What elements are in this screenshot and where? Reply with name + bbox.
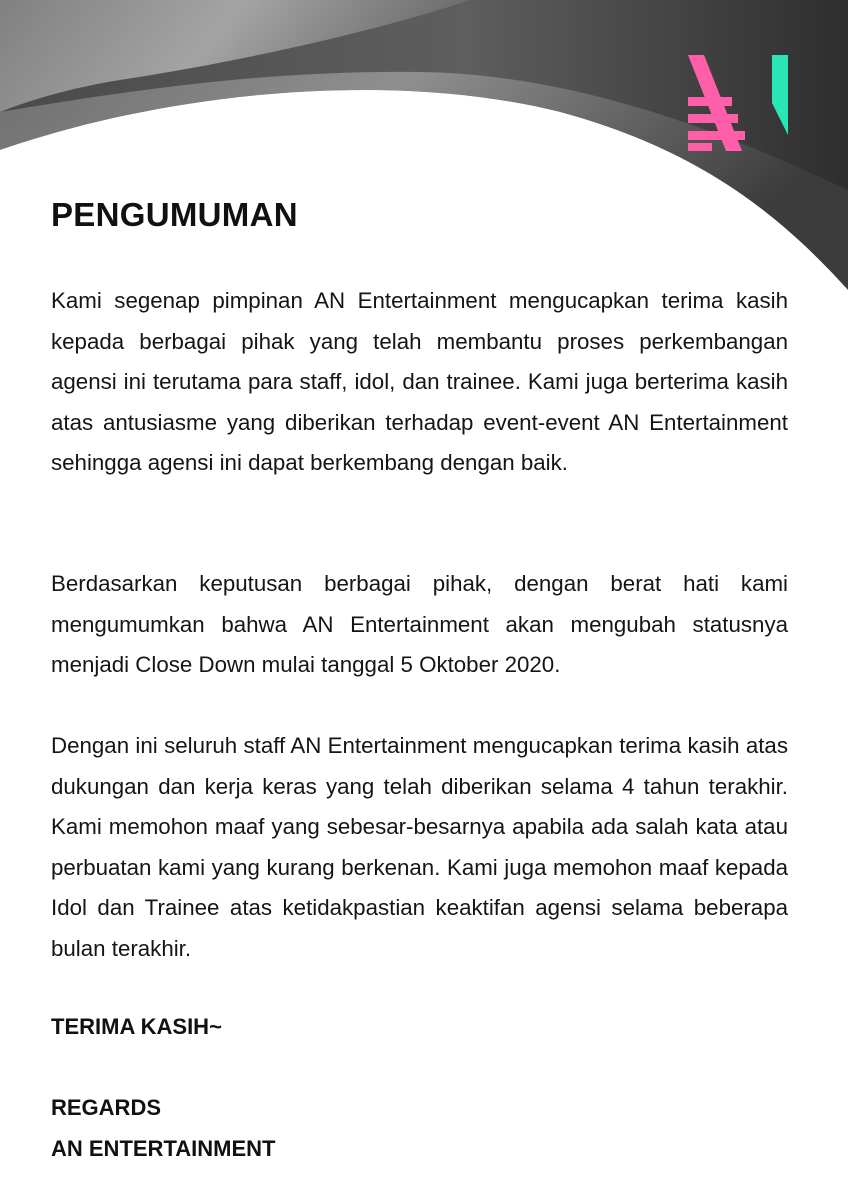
signature-company: AN ENTERTAINMENT [51, 1136, 276, 1161]
regards-line: REGARDS [51, 1095, 162, 1120]
paragraph-closure-notice: Berdasarkan keputusan berbagai pihak, dengan berat hati kami mengumumkan bahwa AN Entertainment akan mengubah statusnya menjadi Close Down mulai tanggal 5 Oktober 2020. [51, 571, 788, 678]
thanks-line: TERIMA KASIH~ [51, 1014, 222, 1039]
paragraph-apology: Dengan ini seluruh staff AN Entertainment mengucapkan terima kasih atas dukungan dan kerja keras yang telah diberikan selama 4 tahun terakhir. Kami memohon maaf yang sebesar-besarnya apabila ada salah kata atau perbuatan kami yang kurang berkenan. Kami juga memohon maaf kepada Idol dan Trainee atas ketidakpastian keaktifan agensi selama beberapa bulan terakhir. [51, 733, 788, 961]
an-entertainment-logo-icon [688, 55, 788, 151]
paragraph-gratitude: Kami segenap pimpinan AN Entertainment mengucapkan terima kasih kepada berbagai pihak yang telah membantu proses perkembangan agensi ini terutama para staff, idol, dan trainee. Kami juga berterima kasih atas antusiasme yang diberikan terhadap event-event AN Entertainment sehingga agensi ini dapat berkembang dengan baik. [51, 288, 788, 476]
page-title: PENGUMUMAN [51, 196, 298, 233]
